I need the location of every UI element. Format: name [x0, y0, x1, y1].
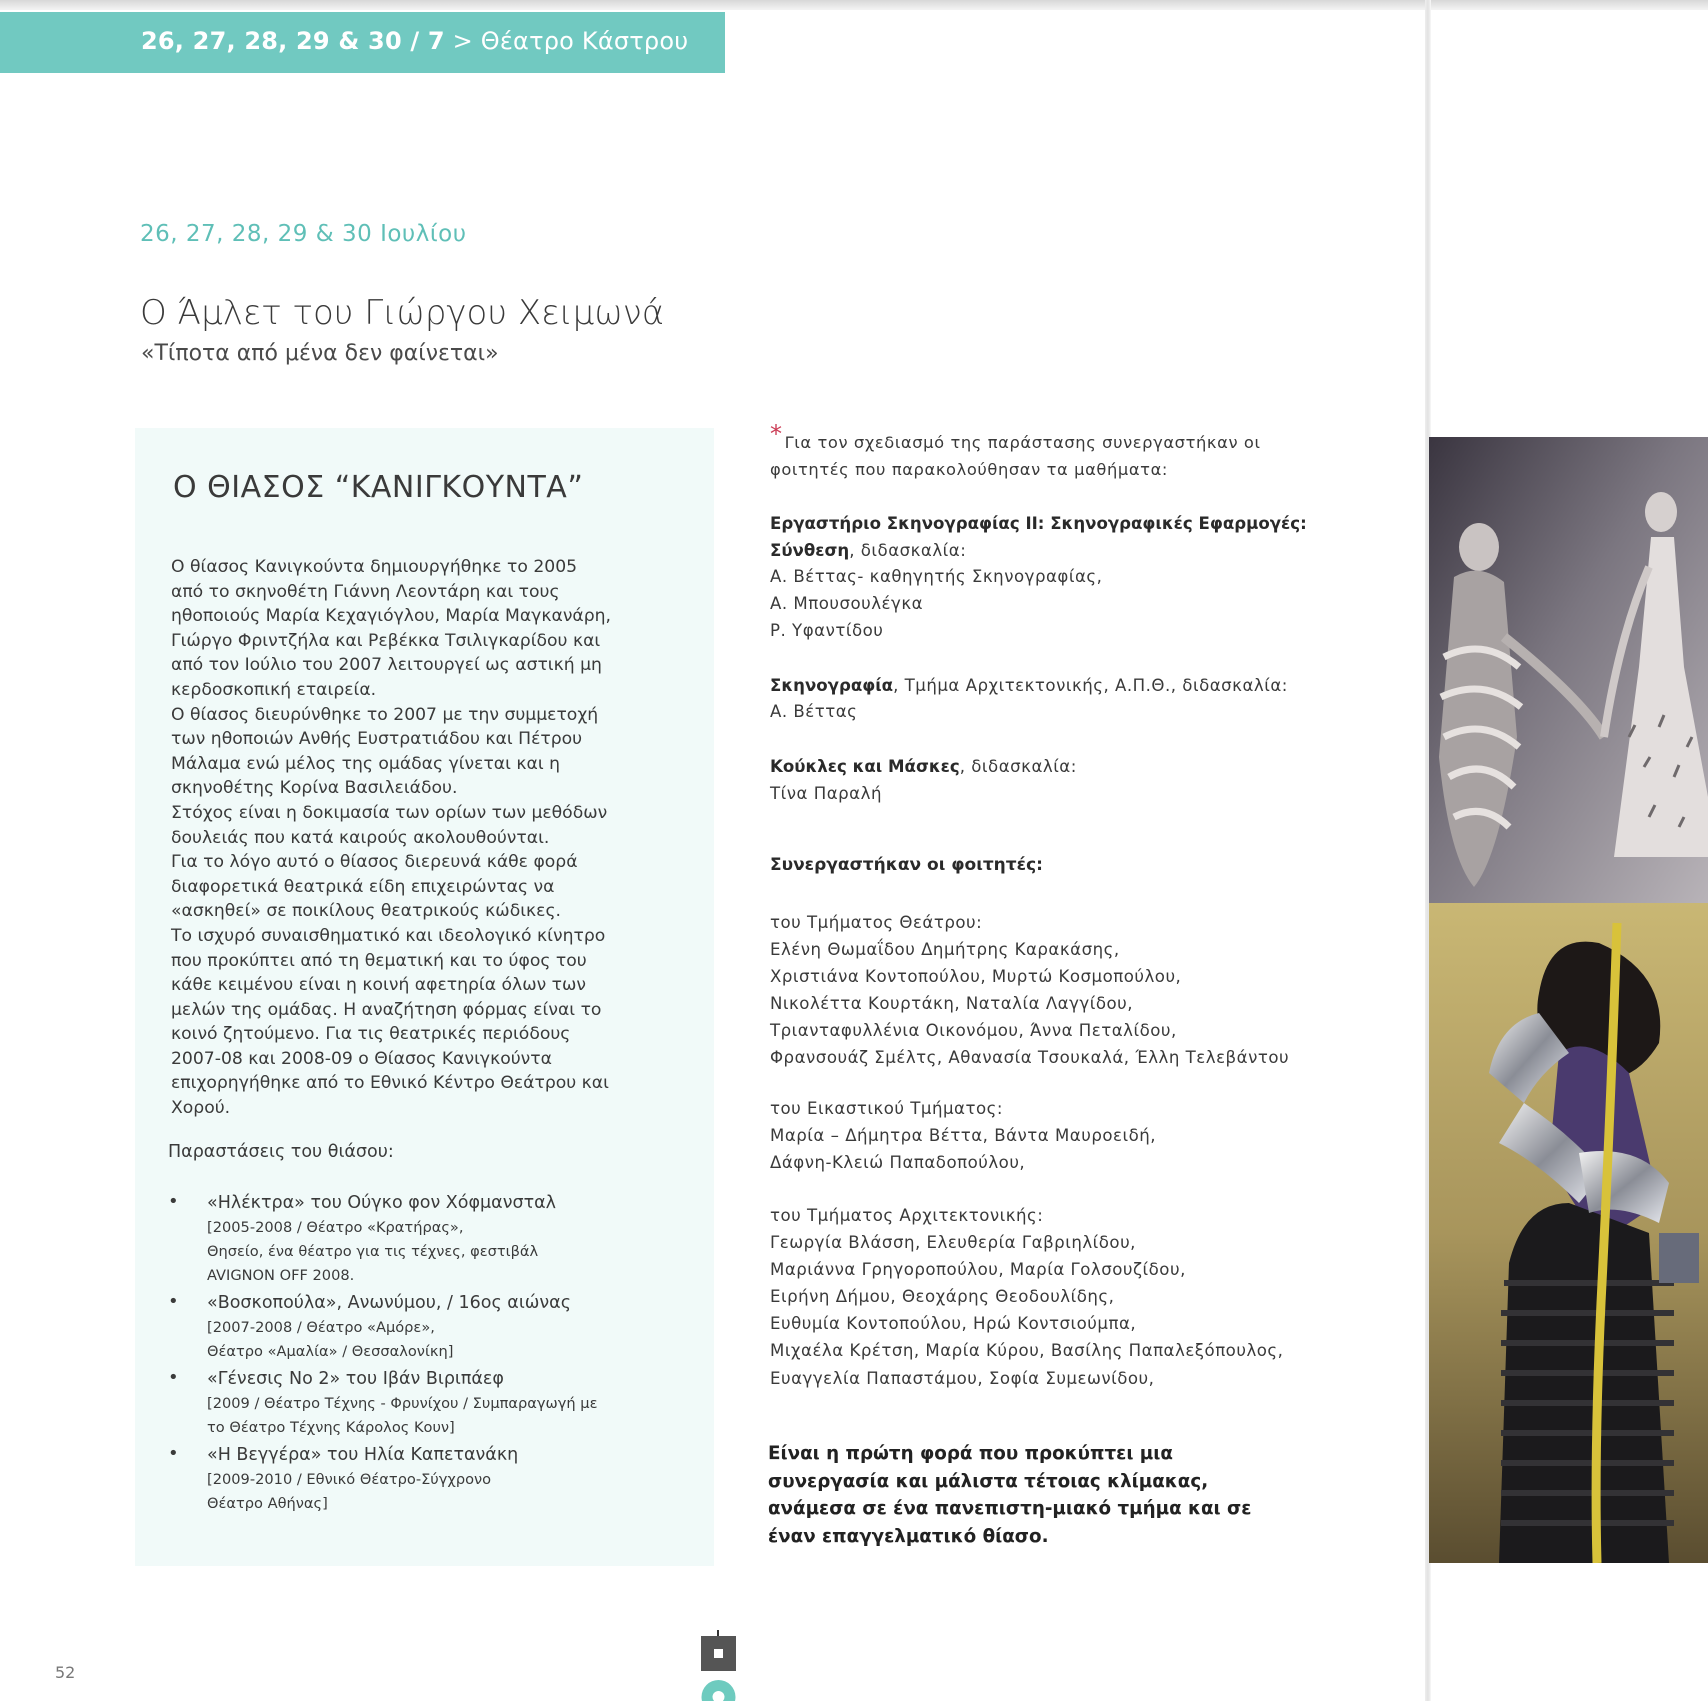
- dept-label: του Τμήματος Θεάτρου:: [770, 913, 983, 932]
- description-paragraph: Στόχος είναι η δοκιμασία των ορίων των μεθόδων δουλειάς που κατά καιρούς ακολουθούνται.: [171, 802, 608, 848]
- credits-column: [770, 420, 1390, 807]
- header-separator: >: [444, 27, 481, 55]
- performance-detail: [2009 / Θέατρο Τέχνης - Φρυνίχου / Συμπαραγωγή με το Θέατρο Τέχνης Κάρολος Κουν]: [207, 1395, 598, 1436]
- asterisk-icon: *: [770, 420, 783, 448]
- student-line: Μαριάννα Γρηγοροπούλου, Μαρία Γολσουζίδου,: [770, 1260, 1186, 1280]
- bullet-icon: •: [168, 1367, 179, 1388]
- performances-title: Παραστάσεις του θιάσου:: [168, 1142, 394, 1162]
- page-number: 52: [55, 1663, 76, 1682]
- design-note: [770, 420, 1390, 483]
- dept-label: του Εικαστικού Τμήματος:: [770, 1099, 1003, 1118]
- performance-title: «Η Βεγγέρα» του Ηλία Καπετανάκη: [207, 1445, 519, 1465]
- student-line: Μαρία – Δήμητρα Βέττα, Βάντα Μαυροειδή,: [770, 1126, 1157, 1146]
- scenography-credits: [770, 673, 1390, 726]
- student-line: Χριστιάνα Κοντοπούλου, Μυρτώ Κοσμοπούλου,: [770, 967, 1182, 987]
- workshop-person: Α. Μπουσουλέγκα: [770, 594, 924, 614]
- theatre-dept-students: [770, 909, 1289, 1072]
- list-item: [168, 1191, 618, 1288]
- event-date-line: 26, 27, 28, 29 & 30 Ιουλίου: [140, 221, 467, 247]
- performer-armor-photo: [1429, 903, 1708, 1563]
- workshop-person: Ρ. Υφαντίδου: [770, 620, 884, 640]
- header-dates: 26, 27, 28, 29 & 30 / 7: [141, 27, 445, 55]
- bullet-icon: •: [168, 1291, 179, 1312]
- bullet-icon: •: [168, 1443, 179, 1464]
- performance-detail: [2007-2008 / Θέατρο «Αμόρε», Θέατρο «Αμαλία» / Θεσσαλονίκη]: [207, 1319, 454, 1360]
- performances-list: [168, 1191, 618, 1519]
- header-text: [141, 27, 688, 55]
- student-line: Ελένη Θωμαΐδου Δημήτρης Καρακάσης,: [770, 940, 1120, 960]
- performance-detail: [2009-2010 / Εθνικό Θέατρο-Σύγχρονο Θέατρο Αθήνας]: [207, 1471, 492, 1512]
- performance-title: «Βοσκοπούλα», Ανωνύμου, / 16ος αιώνας: [207, 1293, 571, 1313]
- puppets-light: , διδασκαλία:: [959, 756, 1077, 776]
- page-center-mark: [698, 1630, 739, 1701]
- company-heading: Ο ΘΙΑΣΟΣ “ΚΑΝΙΓΚΟΥΝΤΑ”: [173, 470, 584, 505]
- workshop-person: Α. Βέττας- καθηγητής Σκηνογραφίας,: [770, 567, 1103, 587]
- student-line: Γεωργία Βλάσση, Ελευθερία Γαβριηλίδου,: [770, 1233, 1136, 1253]
- puppets-bold: Κούκλες και Μάσκες: [770, 756, 960, 776]
- top-edge-rule: [0, 0, 1708, 10]
- list-item: [168, 1367, 618, 1440]
- architecture-dept-students: [770, 1202, 1283, 1392]
- student-line: Τριανταφυλλένια Οικονόμου, Άννα Πεταλίδου,: [770, 1021, 1177, 1041]
- description-paragraph: Ο θίασος Κανιγκούντα δημιουργήθηκε το 2005 από το σκηνοθέτη Γιάννη Λεοντάρη και τους ηθοποιούς Μαρία Κεχαγιόγλου, Μαρία Μαγκανάρη, Γιώργο Φριντζήλα και Ρεβέκκα Τσιλιγκαρίδου και από τον Ιούλιο του 2007 λειτουργεί ως αστική μη κερδοσκοπική εταιρεία.: [171, 557, 612, 700]
- scenography-light: , Τμήμα Αρχιτεκτονικής, Α.Π.Θ., διδασκαλία:: [893, 675, 1288, 695]
- description-paragraph: Ο θίασος διευρύνθηκε το 2007 με την συμμετοχή των ηθοποιών Ανθής Ευστρατιάδου και Πέτρου Μάλαμα ενώ μέλος της ομάδας γίνεται και η σκηνοθέτης Κορίνα Βασιλειάδου.: [171, 704, 599, 799]
- design-note-text: Για τον σχεδιασμό της παράστασης συνεργαστήκαν οι φοιτητές που παρακολούθησαν τα μαθήματα:: [770, 433, 1261, 479]
- student-line: Ευθυμία Κοντοπούλου, Ηρώ Κοντσιούμπα,: [770, 1314, 1137, 1334]
- center-mark-square-hole: [714, 1649, 723, 1658]
- student-line: Ευαγγελία Παπαστάμου, Σοφία Συμεωνίδου,: [770, 1368, 1155, 1388]
- list-item: [168, 1443, 618, 1516]
- performance-title: «Γένεσις Νο 2» του Ιβάν Βιριπάεφ: [207, 1369, 504, 1389]
- workshop-sub-light: , διδασκαλία:: [849, 540, 967, 560]
- dept-label: του Τμήματος Αρχιτεκτονικής:: [770, 1206, 1044, 1225]
- puppet-figures-photo: [1429, 437, 1708, 903]
- puppets-person: Τίνα Παραλή: [770, 783, 882, 803]
- workshop-credits: [770, 511, 1390, 645]
- header-venue: Θέατρο Κάστρου: [480, 27, 689, 55]
- closing-statement: Είναι η πρώτη φορά που προκύπτει μια συνεργασία και μάλιστα τέτοιας κλίμακας, ανάμεσα σε ένα πανεπιστη-μιακό τμήμα και σε έναν επαγγελματικό θίασο.: [768, 1443, 1252, 1547]
- event-subtitle: «Τίποτα από μένα δεν φαίνεται»: [141, 341, 499, 366]
- scenography-person: Α. Βέττας: [770, 702, 858, 722]
- performance-detail: [2005-2008 / Θέατρο «Κρατήρας», Θησείο, ένα θέατρο για τις τέχνες, φεστιβάλ AVIGNON OFF 2008.: [207, 1219, 539, 1284]
- student-line: Δάφνη-Κλειώ Παπαδοπούλου,: [770, 1153, 1026, 1173]
- company-description: [171, 555, 611, 1121]
- puppets-credits: [770, 754, 1390, 807]
- bullet-icon: •: [168, 1191, 179, 1212]
- student-line: Νικολέττα Κουρτάκη, Ναταλία Λαγγίδου,: [770, 994, 1134, 1014]
- performance-title: «Ηλέκτρα» του Ούγκο φον Χόφμανσταλ: [207, 1193, 557, 1213]
- scenography-bold: Σκηνογραφία: [770, 675, 894, 695]
- description-paragraph: Το ισχυρό συναισθηματικό και ιδεολογικό κίνητρο που προκύπτει από τη θεματική και το ύφος του κάθε κειμένου είναι η κοινή αφετηρία όλων των μελών της ομάδας. Η αναζήτηση φόρμας είναι το κοινό ζητούμενο. Για τις θεατρικές περιόδους 2007-08 και 2008-09 ο Θίασος Κανιγκούντα επιχορηγήθηκε από το Εθνικό Κέντρο Θεάτρου και Χορού.: [171, 925, 609, 1119]
- description-paragraph: Για το λόγο αυτό ο θίασος διερευνά κάθε φορά διαφορετικά θεατρικά είδη επιχειρώντας να «ασκηθεί» σε ποικίλους θεατρικούς κώδικες.: [171, 852, 578, 922]
- student-line: Μιχαέλα Κρέτση, Μαρία Κύρου, Βασίλης Παπαλεξόπουλος,: [770, 1341, 1284, 1361]
- student-line: Ειρήνη Δήμου, Θεοχάρης Θεοδουλίδης,: [770, 1287, 1115, 1307]
- event-title: Ο Άμλετ του Γιώργου Χειμωνά: [140, 293, 665, 333]
- student-line: Φρανσουάζ Σμέλτς, Αθανασία Τσουκαλά, Έλλη Τελεβάντου: [770, 1048, 1290, 1068]
- workshop-sub-bold: Σύνθεση: [770, 540, 850, 560]
- list-item: [168, 1291, 618, 1364]
- workshop-title: Εργαστήριο Σκηνογραφίας ΙΙ: Σκηνογραφικές Εφαρμογές:: [770, 514, 1307, 533]
- fine-arts-dept-students: [770, 1095, 1156, 1176]
- students-heading: Συνεργαστήκαν οι φοιτητές:: [770, 855, 1043, 875]
